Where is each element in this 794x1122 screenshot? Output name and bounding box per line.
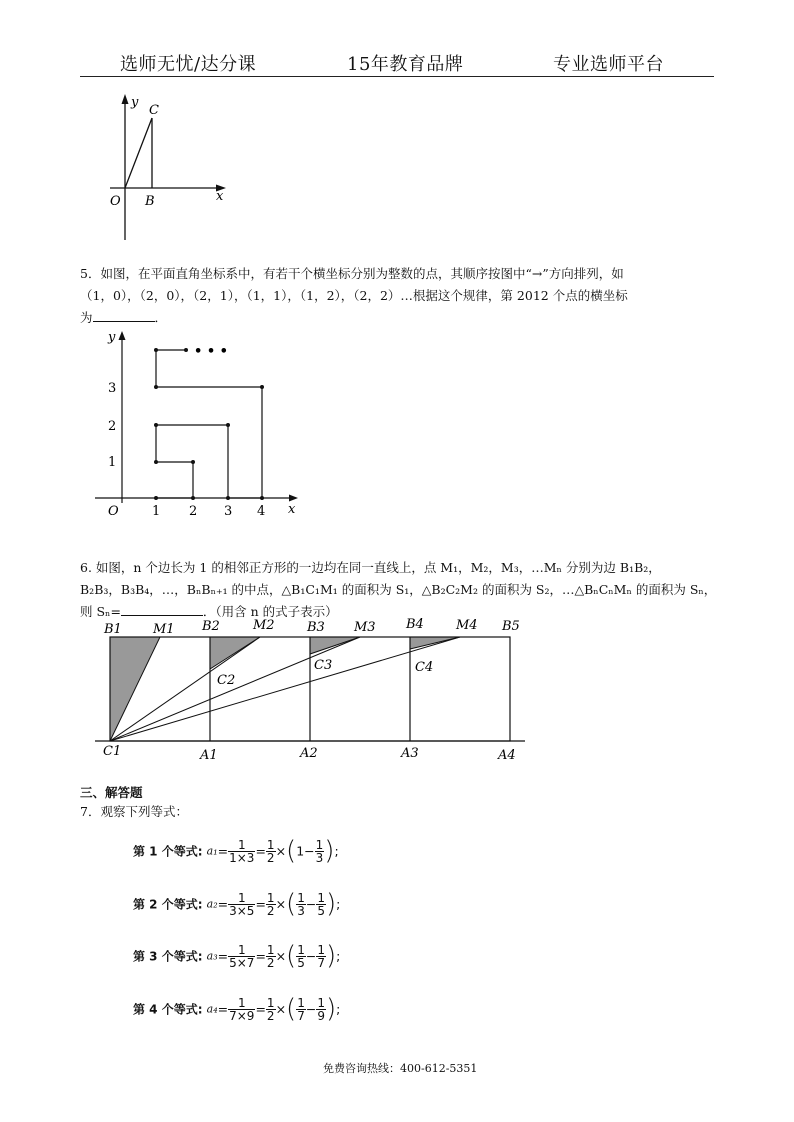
fig1-oc <box>125 118 152 188</box>
fig2-ellipsis: • • • <box>194 344 228 359</box>
fig2-ytick-3: 3 <box>108 381 117 396</box>
equation-row <box>133 836 339 866</box>
fig3-b4: B4 <box>406 617 424 632</box>
half-fraction: $\frac{1}{2}$ <box>266 837 275 865</box>
paren-fraction-2: $\frac{1}{5}$ <box>317 890 325 918</box>
fig1-label-b: B <box>145 194 155 209</box>
fig1-y-arrow <box>122 94 129 104</box>
q6-line3-prefix: 则 Sₙ= <box>80 604 121 619</box>
header-left: 选师无忧/达分课 <box>120 54 257 75</box>
fig2-x-arrow <box>289 495 298 502</box>
right-paren: ) <box>325 941 337 971</box>
fig2-label-x: x <box>288 502 296 517</box>
equation-term: a₄ <box>206 1002 218 1016</box>
semicolon: ; <box>334 843 339 859</box>
q6-line2: B₂B₃，B₃B₄，…，BₙBₙ₊₁ 的中点，△B₁C₁M₁ 的面积为 S₁，△B₂C₂M₂ 的面积为 S₂，…△BₙCₙMₙ 的面积为 Sₙ， <box>80 582 717 597</box>
fig2-spiral-path <box>156 350 262 498</box>
header-center: 15年教育品牌 <box>347 54 464 75</box>
equals-sign: = <box>255 843 266 859</box>
fig2-label-y: y <box>108 330 116 345</box>
fig3-c4: C4 <box>415 660 434 675</box>
equals-sign: = <box>217 896 229 912</box>
minus-sign: − <box>305 1001 317 1017</box>
times-sign: × <box>275 948 287 964</box>
paren-fraction-1: $\frac{1}{3}$ <box>297 890 305 918</box>
equation-label: 第 4 个等式: <box>133 1002 203 1017</box>
times-sign: × <box>275 1001 287 1017</box>
times-sign: × <box>275 896 287 912</box>
fig3-b5: B5 <box>502 619 520 634</box>
fig3-c2: C2 <box>217 673 236 688</box>
right-paren: ) <box>325 889 337 919</box>
figure-1 <box>100 88 240 248</box>
fig2-label-o: O <box>108 504 119 519</box>
semicolon: ; <box>336 896 341 912</box>
product-fraction: $\frac{1}{5\times 7}$ <box>229 942 255 970</box>
fig2-ytick-2: 2 <box>108 419 117 434</box>
fig2-xtick-2: 2 <box>189 504 198 519</box>
semicolon: ; <box>336 948 341 964</box>
left-paren: ( <box>286 941 297 971</box>
fig3-m1: M1 <box>153 622 175 637</box>
fig3-b1: B1 <box>104 622 122 637</box>
right-paren: ) <box>324 836 335 866</box>
q5-line3-suffix: ． <box>154 310 168 325</box>
paren-fraction-2: $\frac{1}{7}$ <box>317 942 325 970</box>
header-right: 专业选师平台 <box>553 54 664 75</box>
equation-label: 第 1 个等式: <box>133 844 203 859</box>
equals-sign: = <box>217 843 229 859</box>
fig3-c1: C1 <box>103 744 122 759</box>
equation-term: a₁ <box>206 844 218 858</box>
equation-row <box>133 994 340 1024</box>
equals-sign: = <box>217 1001 229 1017</box>
fig3-m2: M2 <box>253 618 275 633</box>
fig2-xtick-3: 3 <box>224 504 233 519</box>
fig1-label-x: x <box>216 189 224 204</box>
equation-row <box>133 889 340 919</box>
half-fraction: $\frac{1}{2}$ <box>266 995 275 1023</box>
paren-fraction-2: $\frac{1}{3}$ <box>315 837 324 865</box>
left-paren: ( <box>286 889 297 919</box>
product-fraction: $\frac{1}{1\times 3}$ <box>229 837 255 865</box>
paren-term-1: 1 <box>296 843 305 859</box>
fig2-points <box>154 348 264 500</box>
fig1-label-c: C <box>149 103 159 118</box>
q5-line2: （1，0），（2，0），（2，1），（1，1），（1，2），（2，2）…根据这个规律，第 2012 个点的横坐标 <box>80 288 628 303</box>
equation-term: a₂ <box>206 897 218 911</box>
fig3-a2: A2 <box>300 746 318 761</box>
footer-hotline: 免费咨询热线：400-612-5351 <box>323 1062 478 1075</box>
paren-fraction-1: $\frac{1}{7}$ <box>297 995 305 1023</box>
fig2-y-arrow <box>119 331 126 340</box>
left-paren: ( <box>286 994 297 1024</box>
figure-2 <box>90 325 310 520</box>
fig1-label-o: O <box>110 194 121 209</box>
fig1-label-y: y <box>131 95 139 110</box>
section-3-title: 三、解答题 <box>80 785 143 800</box>
fig2-ytick-1: 1 <box>108 455 117 470</box>
equation-label: 第 3 个等式: <box>133 949 203 964</box>
fig3-m3: M3 <box>354 620 376 635</box>
minus-sign: − <box>304 843 315 859</box>
fig3-a4: A4 <box>498 748 516 763</box>
q5-line1: 5．如图，在平面直角坐标系中，有若干个横坐标分别为整数的点，其顺序按图中“→”方向排列，如 <box>80 266 624 281</box>
fig2-xtick-1: 1 <box>152 504 161 519</box>
fig3-a1: A1 <box>200 748 218 763</box>
equals-sign: = <box>255 1001 266 1017</box>
equals-sign: = <box>255 948 266 964</box>
equation-row <box>133 941 340 971</box>
q6-line3-suffix: ．（用含 n 的式子表示） <box>202 604 338 619</box>
fig3-c3: C3 <box>314 658 333 673</box>
right-paren: ) <box>325 994 337 1024</box>
equals-sign: = <box>217 948 229 964</box>
fig3-b2: B2 <box>202 619 220 634</box>
q7-intro: 7．观察下列等式： <box>80 804 188 819</box>
paren-fraction-1: $\frac{1}{5}$ <box>297 942 305 970</box>
q6-line1: 6. 如图，n 个边长为 1 的相邻正方形的一边均在同一直线上，点 M₁，M₂，M₃，…Mₙ 分别为边 B₁B₂， <box>80 560 661 575</box>
fig3-b3: B3 <box>307 620 325 635</box>
minus-sign: − <box>305 948 317 964</box>
equation-label: 第 2 个等式: <box>133 897 203 912</box>
half-fraction: $\frac{1}{2}$ <box>266 890 275 918</box>
fig3-rays <box>110 637 460 741</box>
left-paren: ( <box>286 836 297 866</box>
fig3-squares <box>110 637 510 741</box>
times-sign: × <box>275 843 287 859</box>
fig3-m4: M4 <box>456 618 478 633</box>
header-divider <box>80 76 714 77</box>
q5-answer-blank <box>93 309 155 322</box>
half-fraction: $\frac{1}{2}$ <box>266 942 275 970</box>
paren-fraction-2: $\frac{1}{9}$ <box>317 995 325 1023</box>
figure-3 <box>95 612 535 770</box>
product-fraction: $\frac{1}{7\times 9}$ <box>229 995 255 1023</box>
fig3-a3: A3 <box>401 746 419 761</box>
minus-sign: − <box>305 896 317 912</box>
product-fraction: $\frac{1}{3\times 5}$ <box>229 890 255 918</box>
equals-sign: = <box>255 896 266 912</box>
fig2-xtick-4: 4 <box>257 504 266 519</box>
q5-line3-prefix: 为 <box>80 310 93 325</box>
equation-term: a₃ <box>206 949 218 963</box>
semicolon: ; <box>336 1001 341 1017</box>
